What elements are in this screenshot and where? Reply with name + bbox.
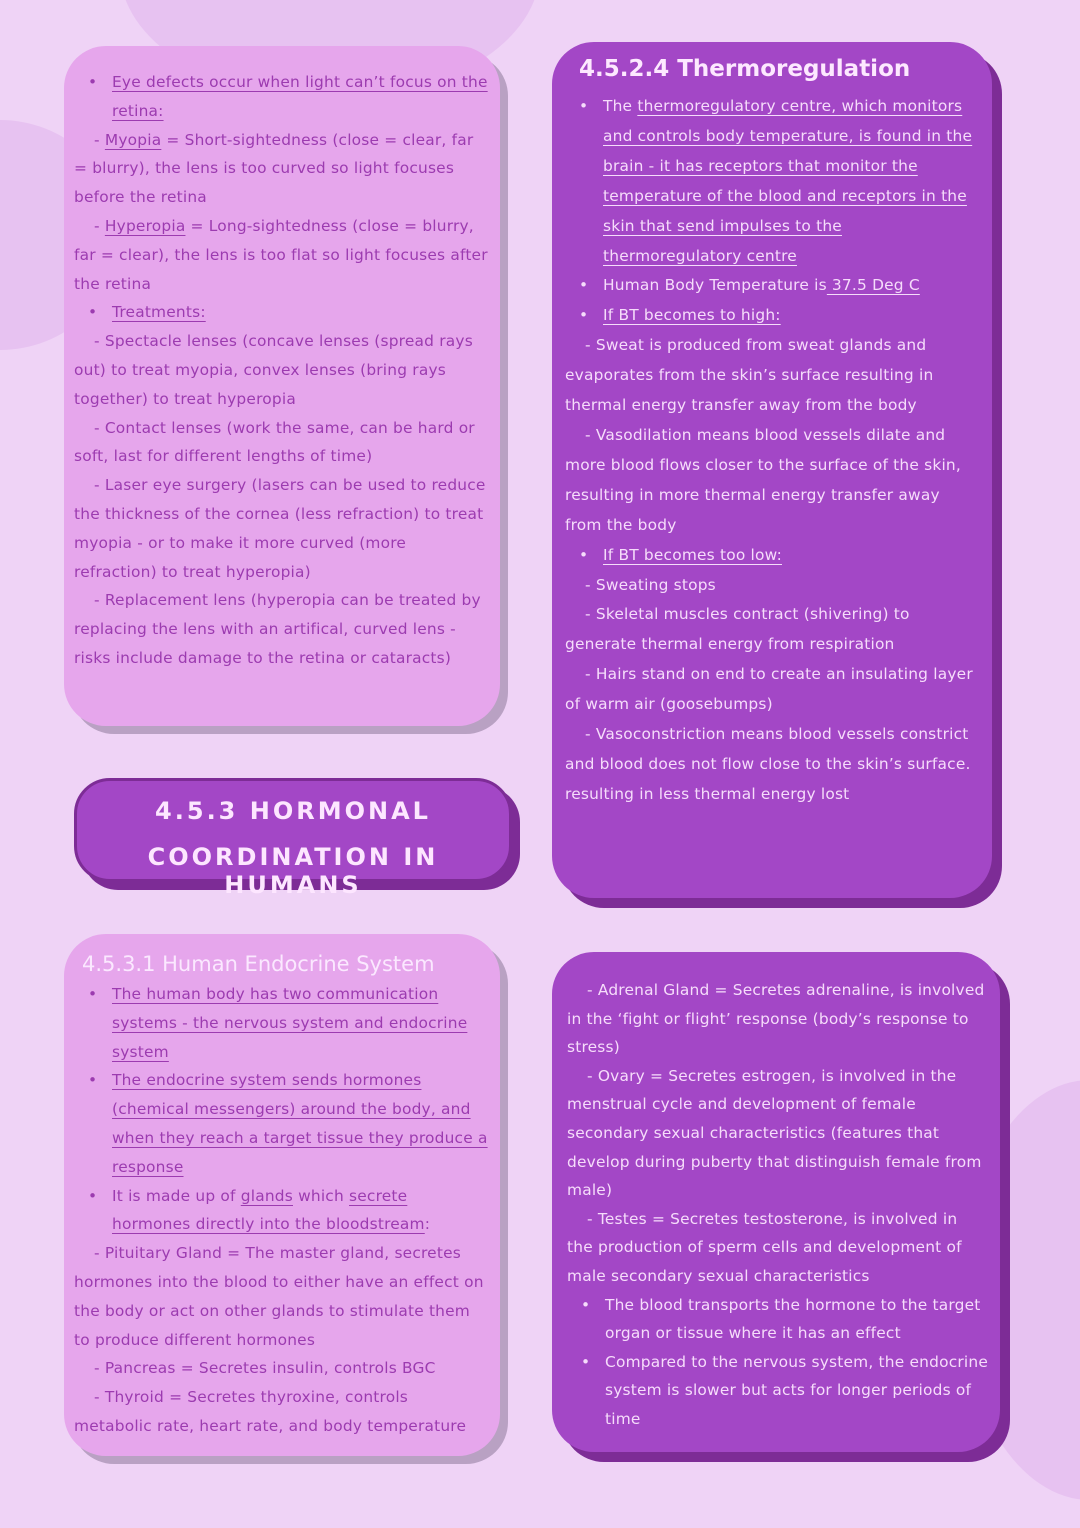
hyperopia-item: - Hyperopia = Long-sightedness (close = blurry, far = clear), the lens is too flat so light focuses after the retina [74, 216, 488, 293]
adrenal-item: - Adrenal Gland = Secretes adrenaline, is involved in the ‘fight or flight’ response (body’s response to stress) [567, 981, 985, 1057]
section-heading-line1: 4.5.3 HORMONAL [155, 797, 431, 825]
pancreas-item: - Pancreas = Secretes insulin, controls BGC [94, 1359, 436, 1378]
contacts-item: - Contact lenses (work the same, can be hard or soft, last for different lengths of time) [74, 418, 475, 466]
endocrine-bullet-2: • The endocrine system sends hormones (chemical messengers) around the body, and when they reach a target tissue they produce a response [74, 1066, 490, 1181]
vasodilation-item: - Vasodilation means blood vessels dilate and more blood flows closer to the surface of the skin, resulting in more thermal energy transfer away from the body [565, 425, 961, 534]
section-heading [74, 778, 512, 899]
eye-defects-bullet: • Eye defects occur when light can’t focus on the retina: [74, 68, 490, 126]
laser-item: - Laser eye surgery (lasers can be used to reduce the thickness of the cornea (less refraction) to treat myopia - or to make it more curved (more refraction) to treat hyperopia) [74, 476, 486, 581]
glands-bullet-1: • The blood transports the hormone to the target organ or tissue where it has an effect [567, 1291, 988, 1348]
thermo-bullet-2: • Human Body Temperature is 37.5 Deg C [565, 271, 980, 301]
pituitary-item: - Pituitary Gland = The master gland, secretes hormones into the blood to either have an effect on the body or act on other glands to stimulate them to produce different hormones [74, 1244, 484, 1349]
endocrine-title: 4.5.3.1 Human Endocrine System [82, 952, 435, 976]
thyroid-item: - Thyroid = Secretes thyroxine, controls metabolic rate, heart rate, and body temperature [74, 1388, 467, 1435]
treatments-bullet: • Treatments: [74, 298, 490, 327]
spectacles-item: - Spectacle lenses (concave lenses (spread rays out) to treat myopia, convex lenses (bring rays together) to treat hyperopia [74, 332, 473, 408]
endocrine-bullet-1: • The human body has two communication systems - the nervous system and endocrine system [74, 980, 490, 1066]
eye-defects-card [64, 46, 500, 726]
sweating-stops-item: - Sweating stops [585, 575, 716, 594]
shivering-item: - Skeletal muscles contract (shivering) to generate thermal energy from respiration [565, 605, 910, 654]
thermo-bullet-1: • The thermoregulatory centre, which monitors and controls body temperature, is found in the brain - it has receptors that monitor the temperature of the blood and receptors in the skin that send impulses to the thermoregulatory centre [565, 92, 980, 271]
testes-item: - Testes = Secretes testosterone, is involved in the production of sperm cells and development of male secondary sexual characteristics [567, 1209, 962, 1285]
thermo-bullet-3: • If BT becomes to high: [565, 301, 980, 331]
thermo-bullet-4: • If BT becomes too low: [565, 541, 980, 571]
glands-card [552, 952, 1000, 1452]
vasoconstriction-item: - Vasoconstriction means blood vessels constrict and blood does not flow close to the skin’s surface. resulting in less thermal energy lost [565, 725, 971, 803]
ovary-item: - Ovary = Secretes estrogen, is involved in the menstrual cycle and development of female secondary sexual characteristics (features that develop during puberty that distinguish female from male) [567, 1066, 982, 1200]
thermoregulation-card [552, 42, 992, 898]
section-heading-line2: COORDINATION IN HUMANS [147, 843, 439, 899]
hairs-item: - Hairs stand on end to create an insulating layer of warm air (goosebumps) [565, 665, 973, 714]
sweat-item: - Sweat is produced from sweat glands and evaporates from the skin’s surface resulting in thermal energy transfer away from the body [565, 336, 934, 415]
glands-bullet-2: • Compared to the nervous system, the endocrine system is slower but acts for longer periods of time [567, 1348, 988, 1434]
myopia-item: - Myopia = Short-sightedness (close = clear, far = blurry), the lens is too curved so light focuses before the retina [74, 130, 474, 207]
replacement-item: - Replacement lens (hyperopia can be treated by replacing the lens with an artifical, curved lens - risks include damage to the retina or cataracts) [74, 591, 481, 667]
endocrine-card [64, 934, 500, 1456]
thermoregulation-title: 4.5.2.4 Thermoregulation [579, 56, 911, 82]
endocrine-bullet-3: • It is made up of glands which secrete hormones directly into the bloodstream: [74, 1182, 490, 1240]
